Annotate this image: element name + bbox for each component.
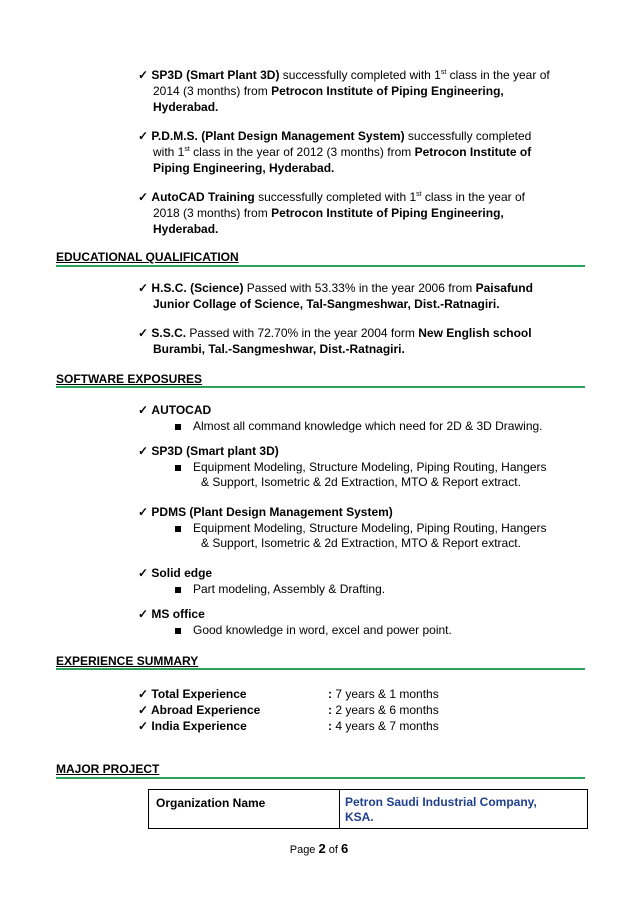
- bullet-square-icon: [175, 465, 181, 471]
- page-current: 2: [318, 841, 326, 856]
- project-label: Organization Name: [156, 796, 266, 810]
- bullet-square-icon: [175, 587, 181, 593]
- section-divider: [56, 265, 585, 267]
- software-item-sp3d: ✓ SP3D (Smart plant 3D): [138, 444, 279, 458]
- checkmark-icon: ✓: [138, 505, 149, 519]
- course-item-pdms-line2: with 1st class in the year of 2012 (3 months) from Petrocon Institute of: [153, 145, 532, 159]
- section-divider: [56, 668, 585, 670]
- section-title-project: MAJOR PROJECT: [56, 762, 160, 776]
- education-item-hsc: ✓ H.S.C. (Science) Passed with 53.33% in the year 2006 from Paisafund: [138, 281, 533, 295]
- course-item-pdms: ✓ P.D.M.S. (Plant Design Management System) successfully completed: [138, 129, 532, 143]
- project-value-line1: Petron Saudi Industrial Company,: [345, 795, 537, 809]
- education-item-hsc-line2: Junior Collage of Science, Tal-Sangmeshwar, Dist.-Ratnagiri.: [153, 297, 500, 311]
- checkmark-icon: ✓: [138, 607, 149, 621]
- checkmark-icon: ✓: [138, 326, 149, 340]
- checkmark-icon: ✓: [138, 68, 149, 82]
- section-divider: [56, 386, 585, 388]
- software-item-ms-office: ✓ MS office: [138, 607, 205, 621]
- page-footer: Page 2 of 6: [289, 841, 349, 856]
- checkmark-icon: ✓: [138, 719, 149, 733]
- section-title-software: SOFTWARE EXPOSURES: [56, 372, 203, 386]
- project-table: [148, 789, 588, 829]
- section-title-education: EDUCATIONAL QUALIFICATION: [56, 250, 239, 264]
- section-title-experience: EXPERIENCE SUMMARY: [56, 654, 199, 668]
- checkmark-icon: ✓: [138, 566, 149, 580]
- project-label-cell: [149, 790, 340, 828]
- software-detail-line2: & Support, Isometric & 2d Extraction, MTO & Report extract.: [201, 475, 521, 489]
- bullet-square-icon: [175, 628, 181, 634]
- course-item-autocad-line3: Hyderabad.: [153, 222, 219, 236]
- software-detail: Equipment Modeling, Structure Modeling, Piping Routing, Hangers: [175, 460, 547, 475]
- checkmark-icon: ✓: [138, 403, 149, 417]
- resume-page: ✓ SP3D (Smart Plant 3D) successfully completed with 1st class in the year of 2014 (3 months) from Petrocon Institute of Piping Engineering, Hyderabad. ✓ P.D.M.S. (Plant Design Management System) successfully completed with 1st class in the year of 2012 (3 months) from Petrocon Institute of Piping Engineering, Hyderabad. ✓ AutoCAD Training successfully completed with 1st class in the year of 2018 (3 months) from Petrocon Institute of Piping Engineering, Hyderabad. EDUCATIONAL QUALIFICATION ✓ H.S.C. (Science) Passed with 53.33% in the year 2006 from Paisafund Junior Collage of Science, Tal-Sangmeshwar, Dist.-Ratnagiri. ✓ S.S.C. Passed with 72.70% in the year 2004 form New English school Burambi, Tal.-Sangmeshwar, Dist.-Ratnagiri. SOFTWARE EXPOSURES ✓ AUTOCAD Almost all command knowledge which need for 2D & 3D Drawing. ✓ SP3D (Smart plant 3D) Equipment Modeling, Structure Modeling, Piping Routing, Hangers & Support, Isometric & 2d Extraction, MTO & Report extract. ✓ PDMS (Plant Design Management System) Equipment Modeling, Structure Modeling, Piping Routing, Hangers & Support, Isometric & 2d Extraction, MTO & Report extract. ✓ Solid edge Part modeling, Assembly & Drafting. ✓ MS office Good knowledge in word, excel and power point. EXPERIENCE SUMMARY ✓ Total Experience : 7 years & 1 months ✓ Abroad Experience : 2 years & 6 months ✓ India Experience : 4 years & 7 months MAJOR PROJECT Organization Name Petron Saudi Industrial Company, KSA. Page 2 of 6: [0, 0, 638, 903]
- section-divider: [56, 777, 585, 779]
- bullet-square-icon: [175, 526, 181, 532]
- software-item-autocad: ✓ AUTOCAD: [138, 403, 212, 417]
- software-item-pdms: ✓ PDMS (Plant Design Management System): [138, 505, 393, 519]
- course-item-autocad: ✓ AutoCAD Training successfully completed with 1st class in the year of: [138, 190, 525, 204]
- checkmark-icon: ✓: [138, 190, 149, 204]
- bullet-square-icon: [175, 424, 181, 430]
- software-detail: Good knowledge in word, excel and power point.: [175, 623, 452, 638]
- software-detail: Equipment Modeling, Structure Modeling, Piping Routing, Hangers: [175, 521, 547, 536]
- course-item-pdms-line3: Piping Engineering, Hyderabad.: [153, 161, 335, 175]
- course-item-sp3d: ✓ SP3D (Smart Plant 3D) successfully completed with 1st class in the year of: [138, 68, 550, 82]
- checkmark-icon: ✓: [138, 444, 149, 458]
- checkmark-icon: ✓: [138, 687, 149, 701]
- checkmark-icon: ✓: [138, 281, 149, 295]
- course-item-autocad-line2: 2018 (3 months) from Petrocon Institute of Piping Engineering,: [153, 206, 504, 220]
- page-total: 6: [341, 841, 349, 856]
- checkmark-icon: ✓: [138, 703, 149, 717]
- course-item-sp3d-line2: 2014 (3 months) from Petrocon Institute of Piping Engineering,: [153, 84, 504, 98]
- project-value-cell: [345, 795, 585, 825]
- software-detail-line2: & Support, Isometric & 2d Extraction, MTO & Report extract.: [201, 536, 521, 550]
- course-item-sp3d-line3: Hyderabad.: [153, 100, 219, 114]
- checkmark-icon: ✓: [138, 129, 149, 143]
- project-value-line2: KSA.: [345, 810, 374, 824]
- education-item-ssc: ✓ S.S.C. Passed with 72.70% in the year 2004 form New English school: [138, 326, 532, 340]
- software-detail: Almost all command knowledge which need for 2D & 3D Drawing.: [175, 419, 543, 434]
- software-item-solid-edge: ✓ Solid edge: [138, 566, 213, 580]
- software-detail: Part modeling, Assembly & Drafting.: [175, 582, 385, 597]
- education-item-ssc-line2: Burambi, Tal.-Sangmeshwar, Dist.-Ratnagiri.: [153, 342, 405, 356]
